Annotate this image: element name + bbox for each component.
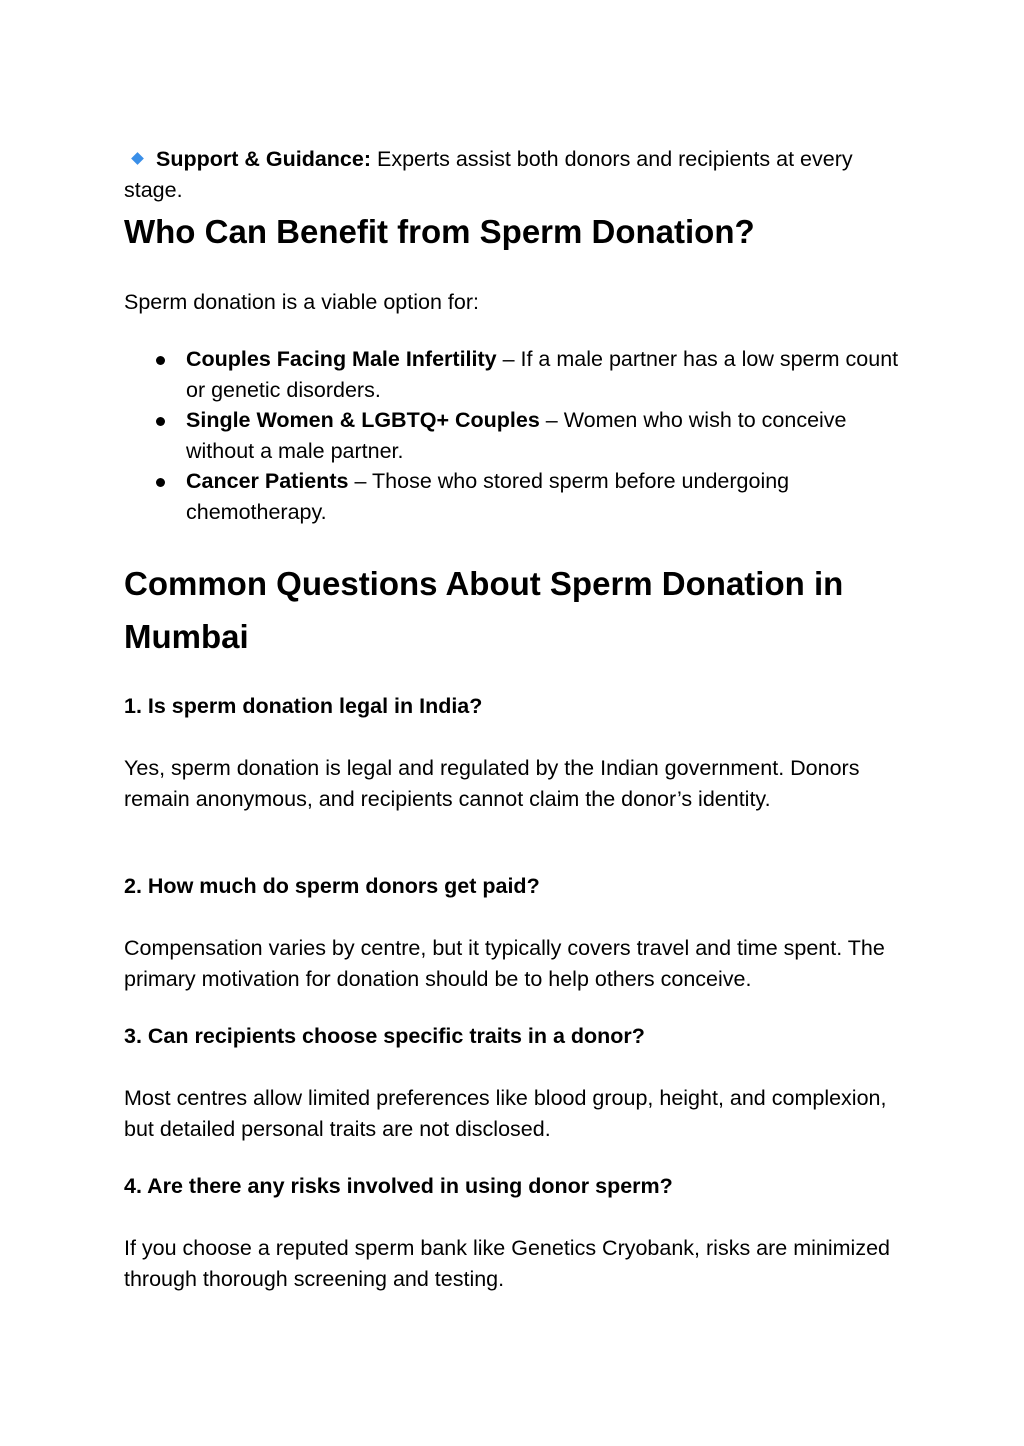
list-item-term: Cancer Patients [186, 469, 349, 493]
black-dot-icon [156, 356, 165, 365]
list-item-desc: – Women who wish to conceive without a male partner. [186, 408, 847, 463]
heading-common-questions: Common Questions About Sperm Donation in Mumbai [124, 565, 844, 655]
benefit-list [124, 344, 904, 527]
faq-question-3: 3. Can recipients choose specific traits in a donor? [124, 1024, 645, 1048]
faq-answer-1: Yes, sperm donation is legal and regulated by the Indian government. Donors remain anonymous, and recipients cannot claim the donor’s identity. [124, 756, 860, 811]
list-item [124, 405, 904, 466]
faq-question-1: 1. Is sperm donation legal in India? [124, 694, 483, 718]
list-item-term: Single Women & LGBTQ+ Couples [186, 408, 540, 432]
heading-who-can-benefit: Who Can Benefit from Sperm Donation? [124, 213, 755, 250]
list-item-desc: – Those who stored sperm before undergoing chemotherapy. [186, 469, 790, 524]
section1-lead: Sperm donation is a viable option for: [124, 290, 479, 314]
black-dot-icon [156, 417, 165, 426]
faq-answer-4: If you choose a reputed sperm bank like Genetics Cryobank, risks are minimized through thorough screening and testing. [124, 1236, 890, 1291]
support-guidance-paragraph [124, 144, 904, 206]
black-dot-icon [156, 478, 165, 487]
faq-answer-3: Most centres allow limited preferences like blood group, height, and complexion, but detailed personal traits are not disclosed. [124, 1086, 887, 1141]
faq-question-2: 2. How much do sperm donors get paid? [124, 874, 540, 898]
faq-question-4: 4. Are there any risks involved in using donor sperm? [124, 1174, 673, 1198]
list-item-term: Couples Facing Male Infertility [186, 347, 497, 371]
list-item [124, 466, 904, 527]
support-guidance-label: Support & Guidance: [156, 146, 371, 171]
list-item [124, 344, 904, 405]
faq-answer-2: Compensation varies by centre, but it typically covers travel and time spent. The primary motivation for donation should be to help others conceive. [124, 936, 885, 991]
support-guidance-text: Experts assist both donors and recipients at every stage. [124, 146, 853, 202]
small-blue-diamond-icon [131, 152, 144, 165]
list-item-desc: – If a male partner has a low sperm count or genetic disorders. [186, 347, 899, 402]
